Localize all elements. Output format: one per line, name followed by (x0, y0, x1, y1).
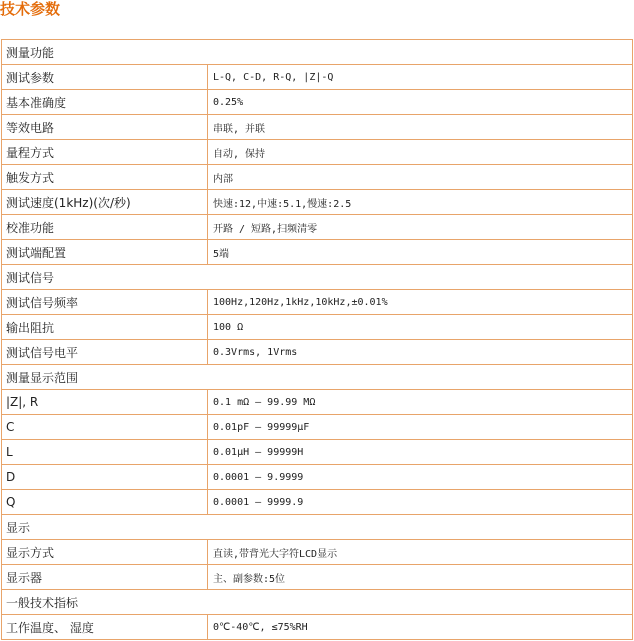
row-value: 主、副参数:5位 (208, 565, 633, 590)
table-row (2, 290, 633, 315)
section-title: 测量功能 (2, 40, 633, 65)
row-label: 量程方式 (2, 140, 208, 165)
row-value: 内部 (208, 165, 633, 190)
table-row (2, 215, 633, 240)
section-header-row (2, 365, 633, 390)
table-row (2, 240, 633, 265)
row-value: 100 Ω (208, 315, 633, 340)
row-label: 等效电路 (2, 115, 208, 140)
row-label: 校准功能 (2, 215, 208, 240)
row-value: 直读,带背光大字符LCD显示 (208, 540, 633, 565)
table-row (2, 165, 633, 190)
table-row (2, 465, 633, 490)
row-value: 自动, 保持 (208, 140, 633, 165)
table-row (2, 65, 633, 90)
row-label: 测试端配置 (2, 240, 208, 265)
spec-table (1, 39, 633, 640)
table-row (2, 490, 633, 515)
row-value: 0.25% (208, 90, 633, 115)
row-label: Q (2, 490, 208, 515)
section-header-row (2, 265, 633, 290)
row-label: 测试速度(1kHz)(次/秒) (2, 190, 208, 215)
row-value: 100Hz,120Hz,1kHz,10kHz,±0.01% (208, 290, 633, 315)
row-value: 5端 (208, 240, 633, 265)
row-label: |Z|, R (2, 390, 208, 415)
row-label: 输出阻抗 (2, 315, 208, 340)
row-label: D (2, 465, 208, 490)
row-value: 0.01pF — 99999μF (208, 415, 633, 440)
row-label: 测试信号电平 (2, 340, 208, 365)
section-title: 测量显示范围 (2, 365, 633, 390)
table-row (2, 565, 633, 590)
table-row (2, 615, 633, 640)
row-value: L-Q, C-D, R-Q, |Z|-Q (208, 65, 633, 90)
section-header-row (2, 590, 633, 615)
row-value: 0℃-40℃, ≤75%RH (208, 615, 633, 640)
table-row (2, 340, 633, 365)
row-value: 快速:12,中速:5.1,慢速:2.5 (208, 190, 633, 215)
row-label: 工作温度、 湿度 (2, 615, 208, 640)
table-row (2, 440, 633, 465)
row-label: 基本准确度 (2, 90, 208, 115)
row-value: 0.0001 — 9.9999 (208, 465, 633, 490)
section-title: 一般技术指标 (2, 590, 633, 615)
table-row (2, 140, 633, 165)
row-value: 0.3Vrms, 1Vrms (208, 340, 633, 365)
row-label: 显示器 (2, 565, 208, 590)
table-row (2, 390, 633, 415)
row-value: 0.0001 — 9999.9 (208, 490, 633, 515)
page-title: 技术参数 (0, 0, 61, 18)
row-value: 0.01μH — 99999H (208, 440, 633, 465)
table-row (2, 315, 633, 340)
table-row (2, 540, 633, 565)
row-value: 串联, 并联 (208, 115, 633, 140)
section-title: 测试信号 (2, 265, 633, 290)
section-header-row (2, 40, 633, 65)
section-title: 显示 (2, 515, 633, 540)
row-label: 测试信号频率 (2, 290, 208, 315)
table-row (2, 90, 633, 115)
table-row (2, 115, 633, 140)
row-value: 开路 / 短路,扫频清零 (208, 215, 633, 240)
row-label: 触发方式 (2, 165, 208, 190)
section-header-row (2, 515, 633, 540)
row-label: C (2, 415, 208, 440)
row-label: L (2, 440, 208, 465)
table-row (2, 415, 633, 440)
row-label: 显示方式 (2, 540, 208, 565)
table-row (2, 190, 633, 215)
row-value: 0.1 mΩ — 99.99 MΩ (208, 390, 633, 415)
row-label: 测试参数 (2, 65, 208, 90)
